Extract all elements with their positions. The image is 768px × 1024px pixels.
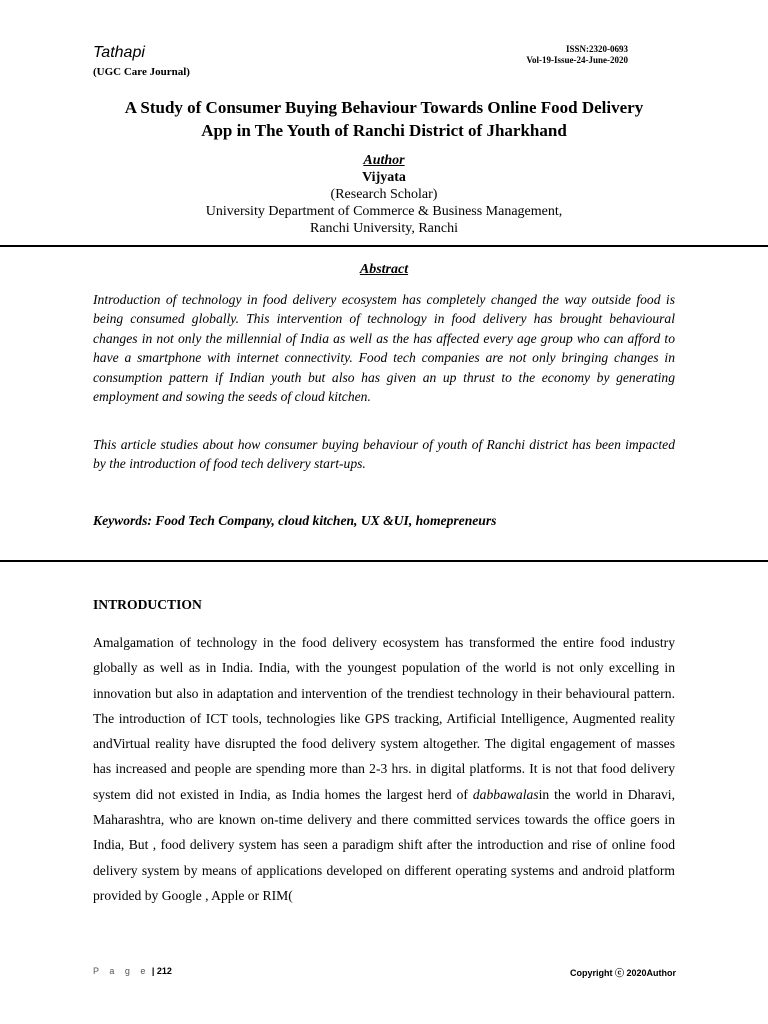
divider-bottom — [0, 560, 768, 562]
abstract-paragraph-2: This article studies about how consumer buying behaviour of youth of Ranchi district has been impacted by the introduction of food tech delivery start-ups. — [93, 437, 675, 472]
intro-text-1: Amalgamation of technology in the food delivery ecosystem has transformed the entire food industry globally as well as in India. India, with the youngest population of the world is not only excelling in innovation but also in adaptation and intervention of the trendiest technology in their behavioural pattern. The introduction of ICT tools, technologies like GPS tracking, Artificial Intelligence, Augmented reality andVirtual reality have disrupted the food delivery system altogether. The digital engagement of masses has increased and people are spending more than 2-3 hrs. in digital platforms. It is not that food delivery system did not existed in India, as India homes the largest herd of — [93, 635, 675, 802]
author-name: Vijyata — [362, 170, 406, 185]
title-line-1: A Study of Consumer Buying Behaviour Towards Online Food Delivery — [124, 98, 644, 117]
journal-name: Tathapi — [93, 44, 145, 61]
author-heading: Author — [363, 153, 405, 168]
paper-title — [60, 96, 708, 142]
intro-italic-term: dabbawalas — [472, 786, 539, 802]
abstract-paragraph-1: Introduction of technology in food delivery ecosystem has completely changed the way outside food is being consumed globally. This intervention of technology in food delivery has brought behavioural changes in not only the millennial of India as well as the has affected every age group who can afford to have a smartphone with internet connectivity. Food tech companies are not only bringing changes in consumption pattern if Indian youth but also has given an up thrust to the economy by generating employment and sowing the seeds of cloud kitchen. — [93, 292, 675, 405]
title-line-2: App in The Youth of Ranchi District of Jharkhand — [201, 121, 567, 140]
author-block — [60, 152, 708, 237]
divider-top — [0, 245, 768, 247]
copyright: Copyright ⓒ 2020Author — [569, 968, 676, 978]
author-role: (Research Scholar) — [330, 187, 438, 202]
issn: ISSN:2320-0693 — [565, 44, 628, 54]
affiliation-line-2: Ranchi University, Ranchi — [309, 221, 458, 236]
introduction-paragraph — [93, 630, 675, 908]
page-label: P a g e — [93, 966, 150, 976]
journal-note: (UGC Care Journal) — [93, 66, 190, 78]
intro-text-2: in the world in Dharavi, Maharashtra, who are known on-time delivery and there committed services towards the office goers in India, But , food delivery system has seen a paradigm shift after the introduction and rise of online food delivery system by means of applications developed on different operating systems and android platform provided by Google , Apple or RIM( — [93, 786, 675, 903]
abstract-heading: Abstract — [359, 262, 409, 277]
page-footer — [93, 966, 172, 976]
volume: Vol-19-Issue-24-June-2020 — [526, 55, 628, 65]
introduction-heading: INTRODUCTION — [93, 597, 202, 612]
affiliation-line-1: University Department of Commerce & Business Management, — [205, 204, 563, 219]
keywords: Keywords: Food Tech Company, cloud kitchen, UX &UI, homepreneurs — [93, 513, 497, 528]
page-number: | 212 — [151, 966, 172, 976]
issue-info — [428, 44, 628, 66]
